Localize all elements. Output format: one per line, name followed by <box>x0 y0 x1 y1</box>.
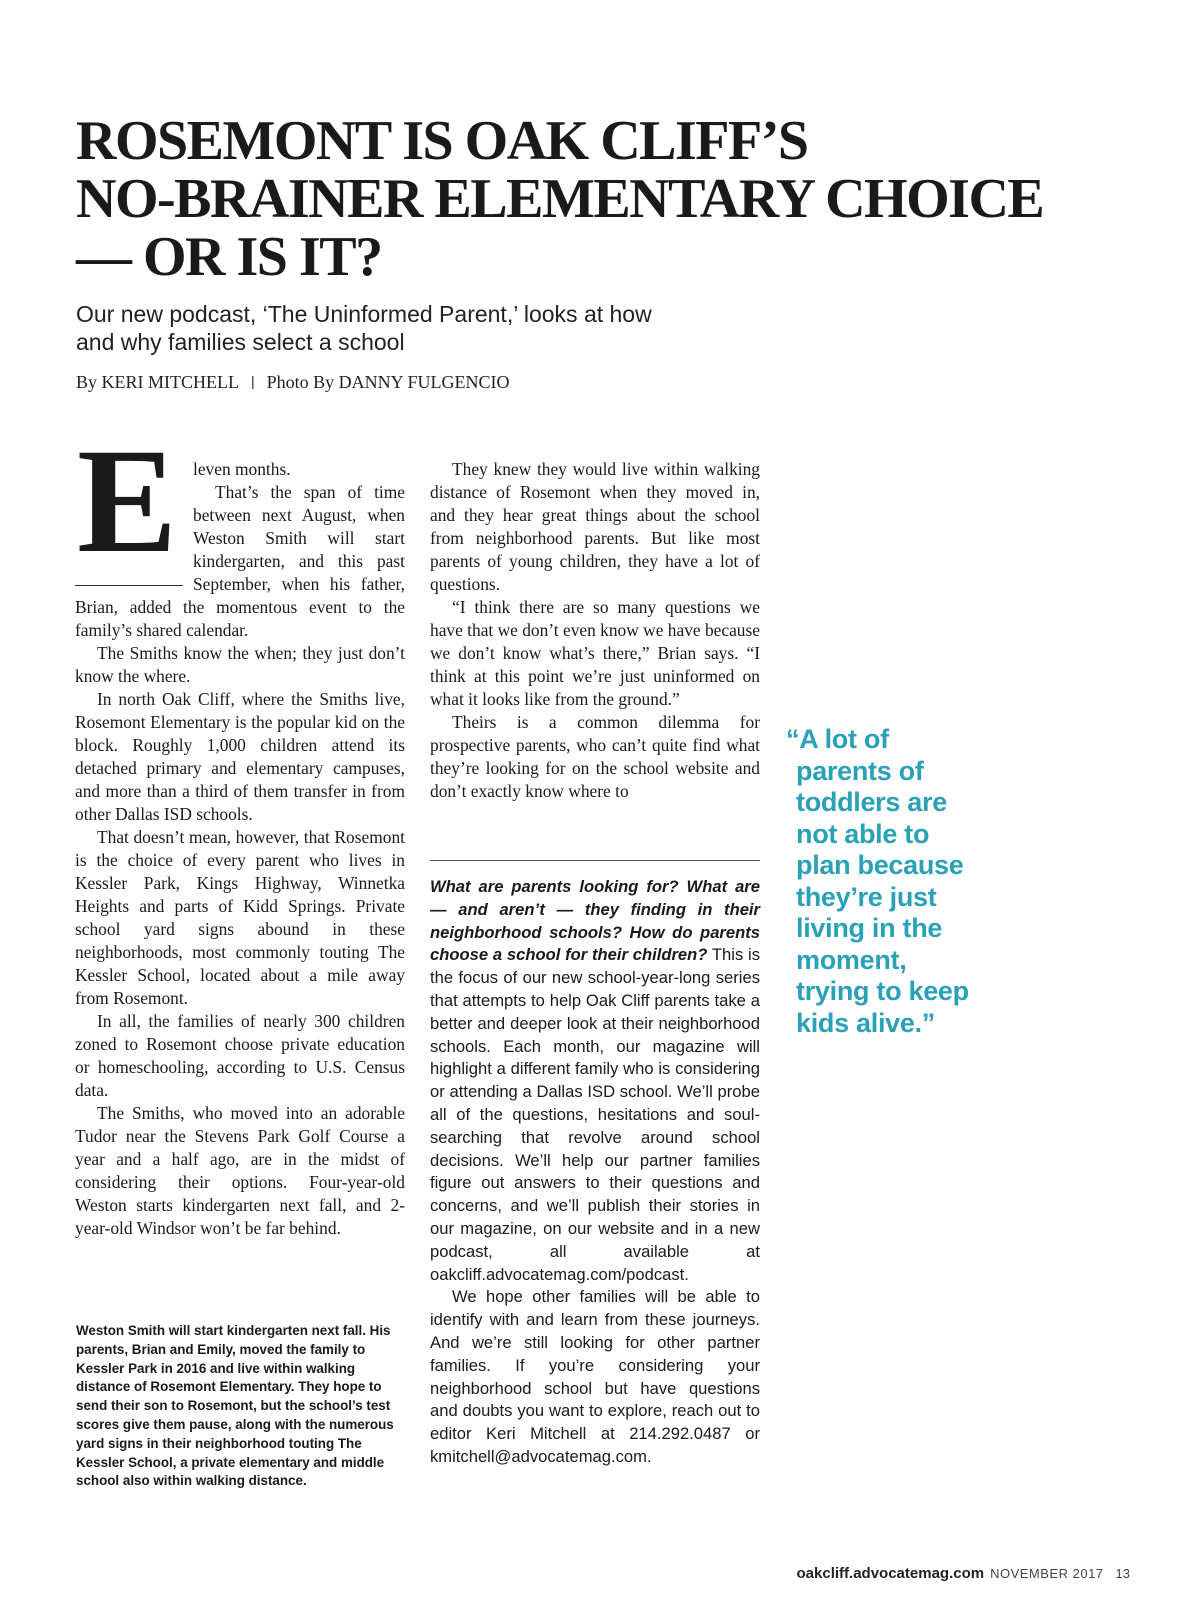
body-column-1 <box>75 418 405 1240</box>
paragraph: leven months. <box>193 459 291 479</box>
headline-line: ROSEMONT IS OAK CLIFF’S <box>76 110 808 172</box>
paragraph: The Smiths know the when; they just don’t know the where. <box>75 643 405 686</box>
headline-line: — OR IS IT? <box>76 226 382 288</box>
sidebar-lead: What are parents looking for? What are — and aren’t — they finding in their neighborhood schools? How do parents choose a school for their children? <box>430 877 760 965</box>
paragraph: “I think there are so many questions we have that we don’t even know we have because we don’t know what’s there,” Brian says. “I think at this point we’re just uninformed on what it looks like from the ground.” <box>430 597 760 709</box>
pull-quote-line: not able to <box>796 818 930 849</box>
dek-line: Our new podcast, ‘The Uninformed Parent,’ looks at how <box>76 301 652 327</box>
headline-line: NO-BRAINER ELEMENTARY CHOICE <box>76 168 1044 230</box>
pull-quote-line: they’re just <box>796 881 937 912</box>
pull-quote-line: “A lot of <box>786 724 889 754</box>
paragraph: In all, the families of nearly 300 children zoned to Rosemont choose private education or homeschooling, according to U.S. Census data. <box>75 1011 405 1100</box>
pull-quote-line: kids alive.” <box>796 1007 935 1038</box>
footer-issue-date: NOVEMBER 2017 <box>990 1566 1104 1581</box>
pull-quote-line: moment, <box>796 944 907 975</box>
sidebar-body: This is the focus of our new school-year-long series that attempts to help Oak Cliff parents take a better and deeper look at their neighborhood schools. Each month, our magazine will highlight a different family who is considering or attending a Dallas ISD school. We’ll probe all of the questions, hesitations and soul-searching that revolve around school decisions. We’ll help our partner families figure out answers to their questions and concerns, and we’ll publish their stories in our magazine, on our website and in a new podcast, all available at oakcliff.advocatemag.com/podcast. <box>430 945 760 1284</box>
page-number: 13 <box>1115 1566 1130 1581</box>
author-credit: By KERI MITCHELL <box>76 372 239 392</box>
paragraph: That doesn’t mean, however, that Rosemont is the choice of every parent who lives in Kessler Park, Kings Highway, Winnetka Heights and parts of Kidd Springs. Private school yard signs abound in these neighborhoods, most commonly touting The Kessler School, located about a mile away from Rosemont. <box>75 827 405 1008</box>
paragraph: The Smiths, who moved into an adorable Tudor near the Stevens Park Golf Course a year and a half ago, are in the midst of considering their options. Four-year-old Weston starts kindergarten next fall, and 2-year-old Windsor won’t be far behind. <box>75 1103 405 1238</box>
photo-caption: Weston Smith will start kindergarten next fall. His parents, Brian and Emily, moved the family to Kessler Park in 2016 and live within walking distance of Rosemont Elementary. They hope to send their son to Rosemont, but the school’s test scores give them pause, along with the numerous yard signs in their neighborhood touting The Kessler School, a private elementary and middle school also within walking distance. <box>76 1323 394 1489</box>
drop-cap <box>75 418 183 584</box>
pull-quote-line: living in the <box>796 913 943 943</box>
dek <box>76 300 716 356</box>
column-divider-rule <box>430 860 760 861</box>
pull-quote-line: plan because <box>796 850 964 880</box>
byline <box>76 372 509 393</box>
photo-credit: Photo By DANNY FULGENCIO <box>266 372 510 392</box>
byline-separator: | <box>250 373 255 389</box>
pull-quote-line: parents of <box>796 755 924 786</box>
body-column-2 <box>430 458 760 803</box>
paragraph: That’s the span of time between next August, when Weston Smith will start kindergarten, and this past September, when his father, Brian, added the momentous event to the family’s shared calendar. <box>75 482 405 640</box>
paragraph: In north Oak Cliff, where the Smiths live, Rosemont Elementary is the popular kid on the block. Roughly 1,000 children attend its detached primary and elementary campuses, and more than a third of them transfer in from other Dallas ISD schools. <box>75 689 405 824</box>
paragraph: Theirs is a common dilemma for prospective parents, who can’t quite find what they’re looking for on the school website and don’t exactly know where to <box>430 712 760 801</box>
drop-cap-rule <box>75 585 183 586</box>
sidebar-closing: We hope other families will be able to identify with and learn from these journeys. And we’re still looking for other partner families. If you’re considering your neighborhood school but have questions and doubts you want to explore, reach out to editor Keri Mitchell at 214.292.0487 or kmitchell@advocatemag.com. <box>430 1287 760 1466</box>
dek-line: and why families select a school <box>76 329 405 355</box>
drop-cap-letter: E <box>77 418 178 584</box>
headline <box>76 112 1176 286</box>
pull-quote-line: trying to keep <box>796 976 969 1006</box>
pull-quote-line: toddlers are <box>796 787 947 817</box>
pull-quote <box>786 724 1016 1039</box>
footer-site-url: oakcliff.advocatemag.com <box>796 1565 985 1582</box>
page-footer <box>780 1565 1130 1582</box>
series-sidebar <box>430 876 760 1469</box>
paragraph: They knew they would live within walking distance of Rosemont when they moved in, and they hear great things about the school from neighborhood parents. But like most parents of young children, they have a lot of questions. <box>430 459 760 594</box>
